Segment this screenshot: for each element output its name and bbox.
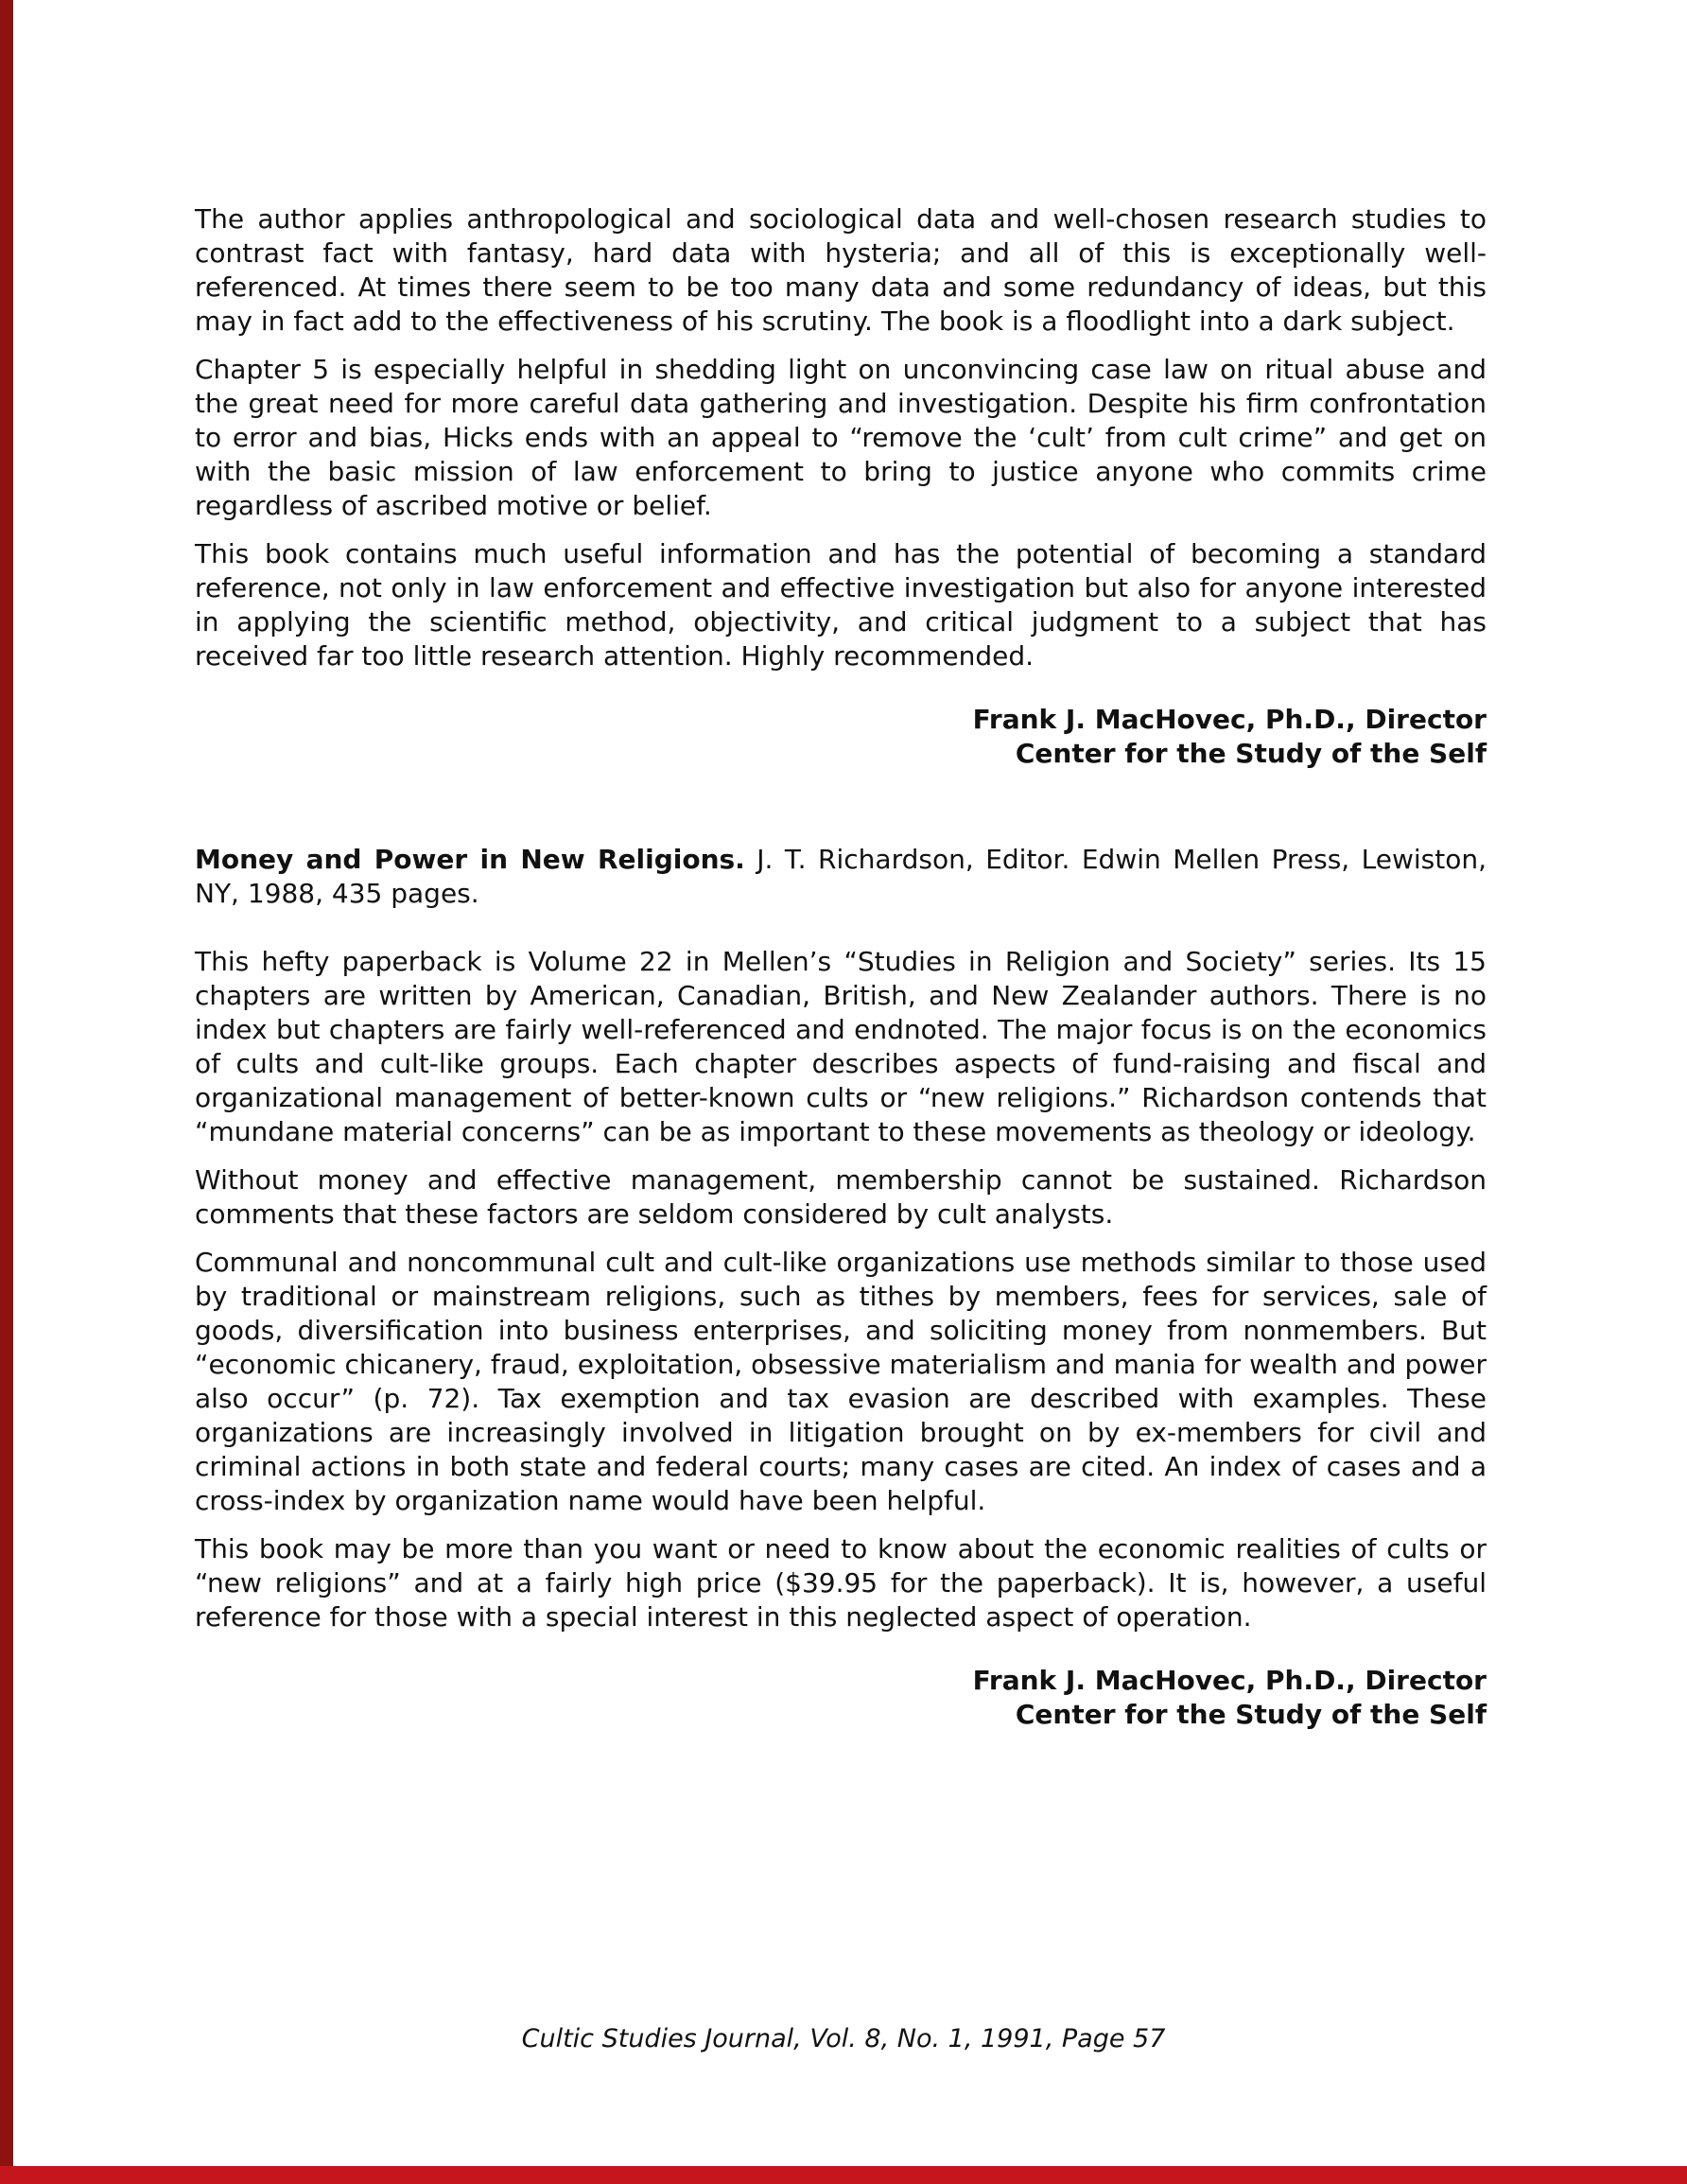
signature-name: Frank J. MacHovec, Ph.D., Director bbox=[972, 704, 1487, 735]
review-richardson-paragraph-4: This book may be more than you want or need to know about the economic realities of cults or “new religions” and at a fairly high price ($39.95 for the paperback). It is, however, a useful reference for those with a special interest in this neglected aspect of operation. bbox=[195, 1533, 1487, 1633]
book-review-heading bbox=[195, 843, 1487, 911]
left-edge-stripe bbox=[0, 0, 13, 2184]
review-hicks-paragraph-2: Chapter 5 is especially helpful in shedding light on unconvincing case law on ritual abuse and the great need for more careful data gathering and investigation. Despite his firm confrontation to error and bias, Hicks ends with an appeal to “remove the ‘cult’ from cult crime” and get on with the basic mission of law enforcement to bring to justice anyone who commits crime regardless of ascribed motive or belief. bbox=[195, 354, 1487, 521]
review-richardson-paragraph-3: Communal and noncommunal cult and cult-like organizations use methods similar to those used by traditional or mainstream religions, such as tithes by members, fees for services, sale of goods, diversification into business enterprises, and soliciting money from nonmembers. But “economic chicanery, fraud, exploitation, obsessive materialism and mania for wealth and power also occur” (p. 72). Tax exemption and tax evasion are described with examples. These organizations are increasingly involved in litigation brought on by ex-members for civil and criminal actions in both state and federal courts; many cases are cited. An index of cases and a cross-index by organization name would have been helpful. bbox=[195, 1247, 1487, 1516]
review-hicks-paragraph-3: This book contains much useful information and has the potential of becoming a standard reference, not only in law enforcement and effective investigation but also for anyone interested in applying the scientific method, objectivity, and critical judgment to a subject that has received far too little research attention. Highly recommended. bbox=[195, 538, 1487, 672]
signature-name: Frank J. MacHovec, Ph.D., Director bbox=[972, 1665, 1487, 1696]
review-richardson-paragraph-1: This hefty paperback is Volume 22 in Mellen’s “Studies in Religion and Society” series. Its 15 chapters are written by American, Canadian, British, and New Zealander authors. There is no index but chapters are fairly well-referenced and endnoted. The major focus is on the economics of cults and cult-like groups. Each chapter describes aspects of fund-raising and fiscal and organizational management of better-known cults or “new religions.” Richardson contends that “mundane material concerns” can be as important to these movements as theology or ideology. bbox=[195, 946, 1487, 1147]
signature-organization: Center for the Study of the Self bbox=[1015, 738, 1487, 769]
reviewer-signature bbox=[195, 703, 1487, 771]
book-publication-info: J. T. Richardson, Editor. Edwin Mellen Press, Lewiston, NY, 1988, 435 pages. bbox=[195, 844, 1487, 909]
book-title: Money and Power in New Religions. bbox=[195, 844, 745, 875]
footer-page-info: Cultic Studies Journal, Vol. 8, No. 1, 1991, Page 57 bbox=[521, 2024, 1166, 2053]
signature-organization: Center for the Study of the Self bbox=[1015, 1699, 1487, 1730]
review-richardson-paragraph-2: Without money and effective management, membership cannot be sustained. Richardson comments that these factors are seldom considered by cult analysts. bbox=[195, 1164, 1487, 1230]
page-content bbox=[195, 202, 1487, 1732]
review-hicks-paragraph-1: The author applies anthropological and sociological data and well-chosen research studies to contrast fact with fantasy, hard data with hysteria; and all of this is exceptionally well-referenced. At times there seem to be too many data and some redundancy of ideas, but this may in fact add to the effectiveness of his scrutiny. The book is a floodlight into a dark subject. bbox=[195, 203, 1487, 337]
reviewer-signature bbox=[195, 1664, 1487, 1732]
bottom-edge-stripe bbox=[0, 2166, 1687, 2184]
